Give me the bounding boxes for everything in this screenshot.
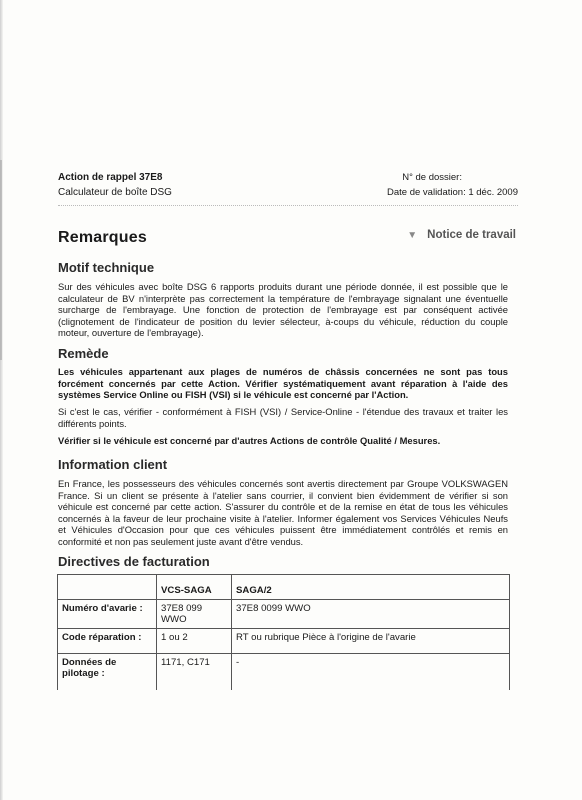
action-reference: Action de rappel 37E8 [58,172,163,183]
scan-edge-shadow [0,160,2,360]
remede-bold-text-2: Vérifier si le véhicule est concerné par d'autres Actions de contrôle Qualité / Mesures. [58,435,441,446]
row-label: Données de pilotage : [58,654,157,691]
table-header-row [58,575,510,600]
action-subject: Calculateur de boîte DSG [58,187,172,198]
motif-heading: Motif technique [58,260,155,275]
remede-heading: Remède [58,346,109,361]
table-header-vcs-saga: VCS-SAGA [157,575,232,600]
check-mark-icon: ▼ [407,230,418,241]
row-saga-value: - [232,654,510,691]
info-text: En France, les possesseurs des véhicules concernés sont avertis directement par Groupe VOLKSWAGEN France. Si un client se présente à l'atelier sans courrier, il convient bien évidemment de vérifier si son véhicule est concerné par cette action. S'assurer du contrôle et de la remise en état de tous les véhicules concernés à la faveur de leur prochaine visite à l'atelier. Informer également vos Services Véhicules Neufs et Véhicules d'Occasion pour que ces véhicules puissent être immédiatement contrôlés et remis en conformité et non pas seulement juste avant d'être vendus. [58,478,508,547]
page-title: Remarques [58,229,147,246]
validation-date: Date de validation: 1 déc. 2009 [387,187,518,198]
table-row [58,654,510,691]
table-row [58,629,510,654]
billing-table [57,574,510,690]
header-divider [58,205,518,206]
row-saga-value: 37E8 0099 WWO [232,600,510,629]
notice-label [407,229,516,241]
header-right [387,170,518,200]
row-vcs-value: 1171, C171 [157,654,232,691]
notice-text: Notice de travail [427,229,516,241]
header-left [58,170,172,200]
table-header-saga2: SAGA/2 [232,575,510,600]
billing-heading: Directives de facturation [58,554,210,569]
row-label: Code réparation : [58,629,157,654]
info-heading: Information client [58,457,168,472]
remede-text: Si c'est le cas, vérifier - conformément à FISH (VSI) / Service-Online - l'étendue des travaux et traiter les différents points. [58,406,508,429]
remede-bold-text: Les véhicules appartenant aux plages de numéros de châssis concernées ne sont pas tous forcément concernés par cette Action. Vérifier systématiquement avant réparation à l'aide des systèmes Service Online ou FISH (VSI) si le véhicule est concerné par l'Action. [58,366,508,401]
row-saga-value: RT ou rubrique Pièce à l'origine de l'avarie [232,629,510,654]
row-label: Numéro d'avarie : [58,600,157,629]
table-row [58,600,510,629]
scan-edge [0,0,3,800]
dossier-number: N° de dossier: [402,172,462,183]
table-header-blank [58,575,157,600]
row-vcs-value: 37E8 099 WWO [157,600,232,629]
motif-text: Sur des véhicules avec boîte DSG 6 rapports produits durant une période donnée, il est possible que le calculateur de BV n'interprète pas correctement la température de l'embrayage signalant une éventuelle surcharge de l'embrayage. Une fonction de protection de l'embrayage est par conséquent activée (clignotement de l'indicateur de position du levier sélecteur, à-coups du véhicule, réduction du couple moteur, ouverture de l'embrayage). [58,281,508,339]
row-vcs-value: 1 ou 2 [157,629,232,654]
